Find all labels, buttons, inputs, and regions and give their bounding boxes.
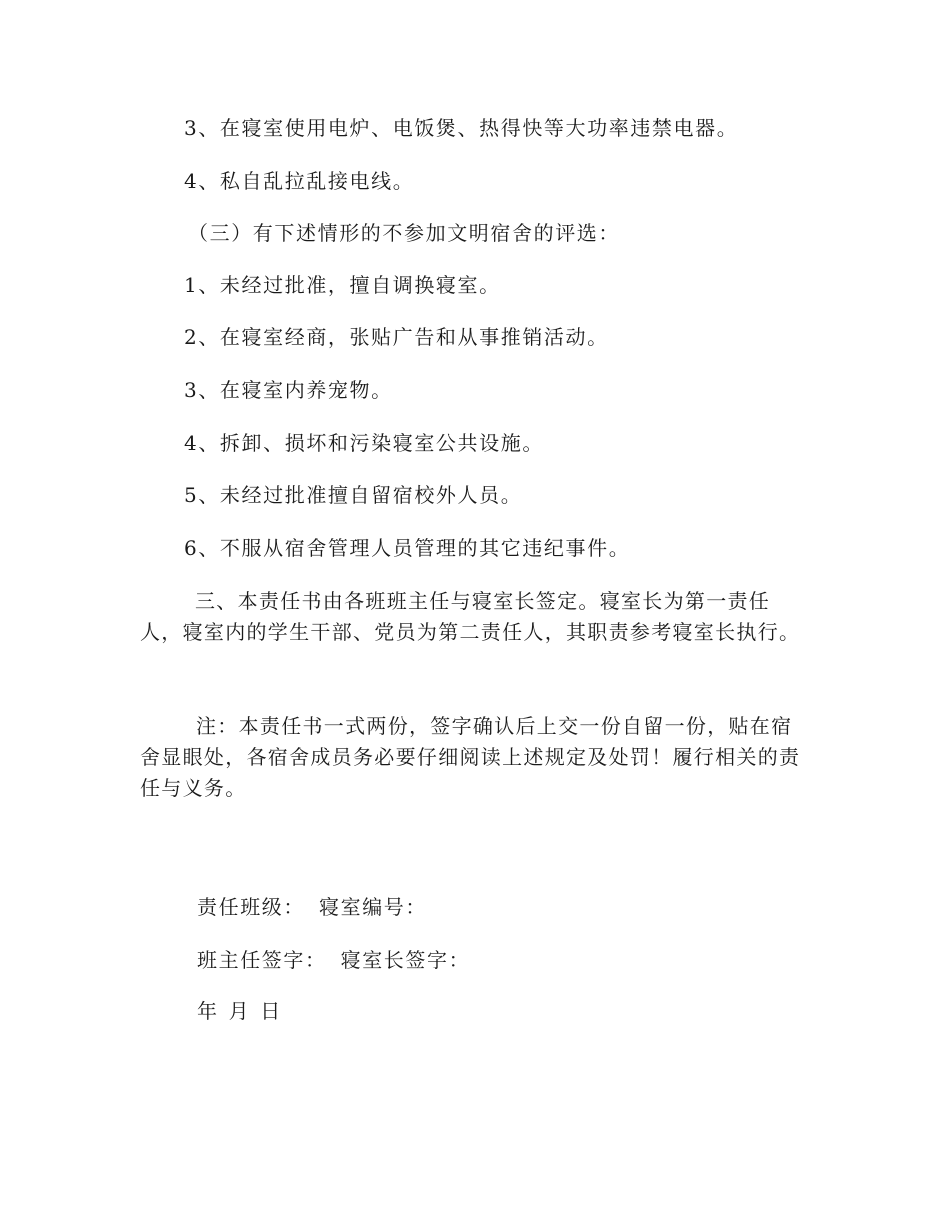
rule-item-3-appliances: 3、在寝室使用电炉、电饭煲、热得快等大功率违禁电器。 bbox=[184, 116, 739, 140]
note-paragraph: 注：本责任书一式两份，签字确认后上交一份自留一份，贴在宿舍显眼处，各宿舍成员务必要仔细阅读上述规定及处罚！履行相关的责任与义务。 bbox=[140, 714, 801, 800]
exclusion-item-2: 2、在寝室经商，张贴广告和从事推销活动。 bbox=[184, 325, 609, 349]
dorm-number-label: 寝室编号： bbox=[319, 895, 427, 919]
leader-signature-label: 寝室长签字： bbox=[340, 948, 471, 972]
signature-row-class bbox=[197, 894, 427, 920]
date-year: 年 bbox=[197, 999, 219, 1023]
exclusion-item-3: 3、在寝室内养宠物。 bbox=[184, 378, 393, 402]
exclusion-item-4: 4、拆卸、损坏和污染寝室公共设施。 bbox=[184, 431, 544, 455]
signature-row-signers bbox=[197, 947, 470, 973]
teacher-signature-label: 班主任签字： bbox=[197, 948, 327, 972]
section-3-heading: （三）有下述情形的不参加文明宿舍的评选： bbox=[188, 221, 620, 245]
date-month: 月 bbox=[228, 999, 251, 1023]
exclusion-item-6: 6、不服从宿舍管理人员管理的其它违纪事件。 bbox=[184, 536, 631, 560]
rule-item-4-wiring: 4、私自乱拉乱接电线。 bbox=[184, 169, 415, 193]
class-label: 责任班级： bbox=[197, 895, 305, 919]
clause-3-paragraph: 三、本责任书由各班班主任与寝室长签定。寝室长为第一责任人，寝室内的学生干部、党员为第二责任人，其职责参考寝室长执行。 bbox=[140, 589, 801, 644]
exclusion-item-1: 1、未经过批准，擅自调换寝室。 bbox=[184, 273, 501, 297]
signature-row-date bbox=[197, 998, 282, 1024]
exclusion-item-5: 5、未经过批准擅自留宿校外人员。 bbox=[184, 483, 523, 507]
date-day: 日 bbox=[260, 999, 282, 1023]
